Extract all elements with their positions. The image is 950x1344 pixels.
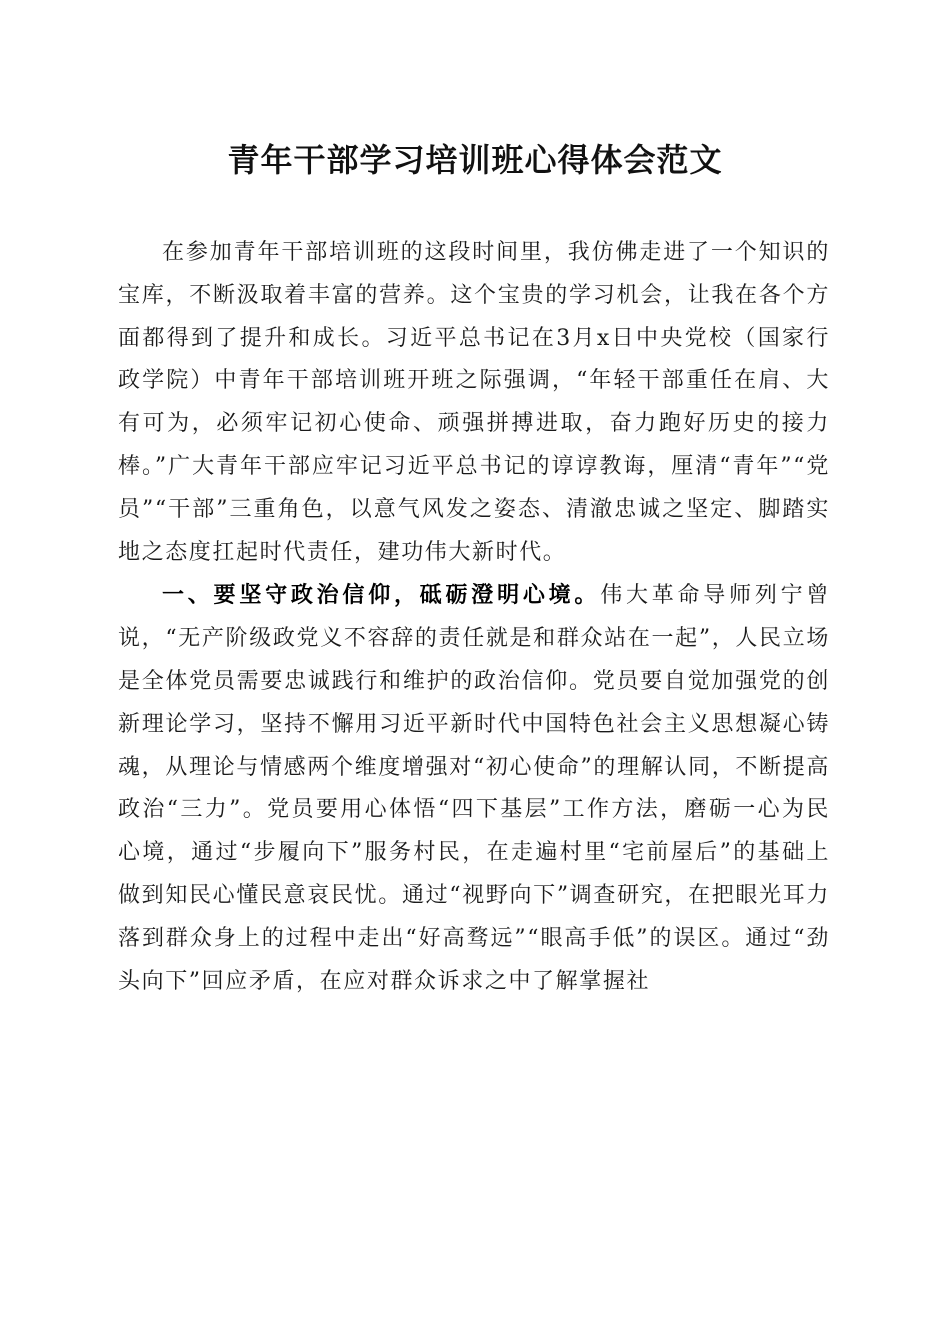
document-title: 青年干部学习培训班心得体会范文 — [227, 141, 723, 179]
paragraph-section-1-text: 伟大革命导师列宁曾说，“无产阶级政党义不容辞的责任就是和群众站在一起”，人民立场是全体党员需要忠诚践行和维护的政治信仰。党员要自觉加强党的创新理论学习，坚持不懈用习近平新时代中国特色社会主义思想凝心铸魂，从理论与情感两个维度增强对“初心使命”的理解认同，不断提高政治“三力”。党员要用心体悟“四下基层”工作方法，磨砺一心为民心境，通过“步履向下”服务村民，在走遍村里“宅前屋后”的基础上做到知民心懂民意哀民忧。通过“视野向下”调查研究，在把眼光耳力落到群众身上的过程中走出“好高骛远”“眼高手低”的误区。通过“劲头向下”回应矛盾，在应对群众诉求之中了解掌握社 — [118, 583, 830, 994]
paragraph-intro — [118, 232, 830, 574]
paragraph-intro-text: 在参加青年干部培训班的这段时间里，我仿佛走进了一个知识的宝库，不断汲取着丰富的营养。这个宝贵的学习机会，让我在各个方面都得到了提升和成长。习近平总书记在3月x日中央党校（国家行政学院）中青年干部培训班开班之际强调，“年轻干部重任在肩、大有可为，必须牢记初心使命、顽强拼搏进取，奋力跑好历史的接力棒。”广大青年干部应牢记习近平总书记的谆谆教诲，厘清“青年”“党员”“干部”三重角色，以意气风发之姿态、清澈忠诚之坚定、脚踏实地之态度扛起时代责任，建功伟大新时代。 — [118, 240, 830, 565]
document-body — [118, 232, 830, 1003]
paragraph-section-1 — [118, 574, 830, 1003]
section-1-heading: 一、要坚守政治信仰，砥砺澄明心境。 — [162, 582, 601, 609]
